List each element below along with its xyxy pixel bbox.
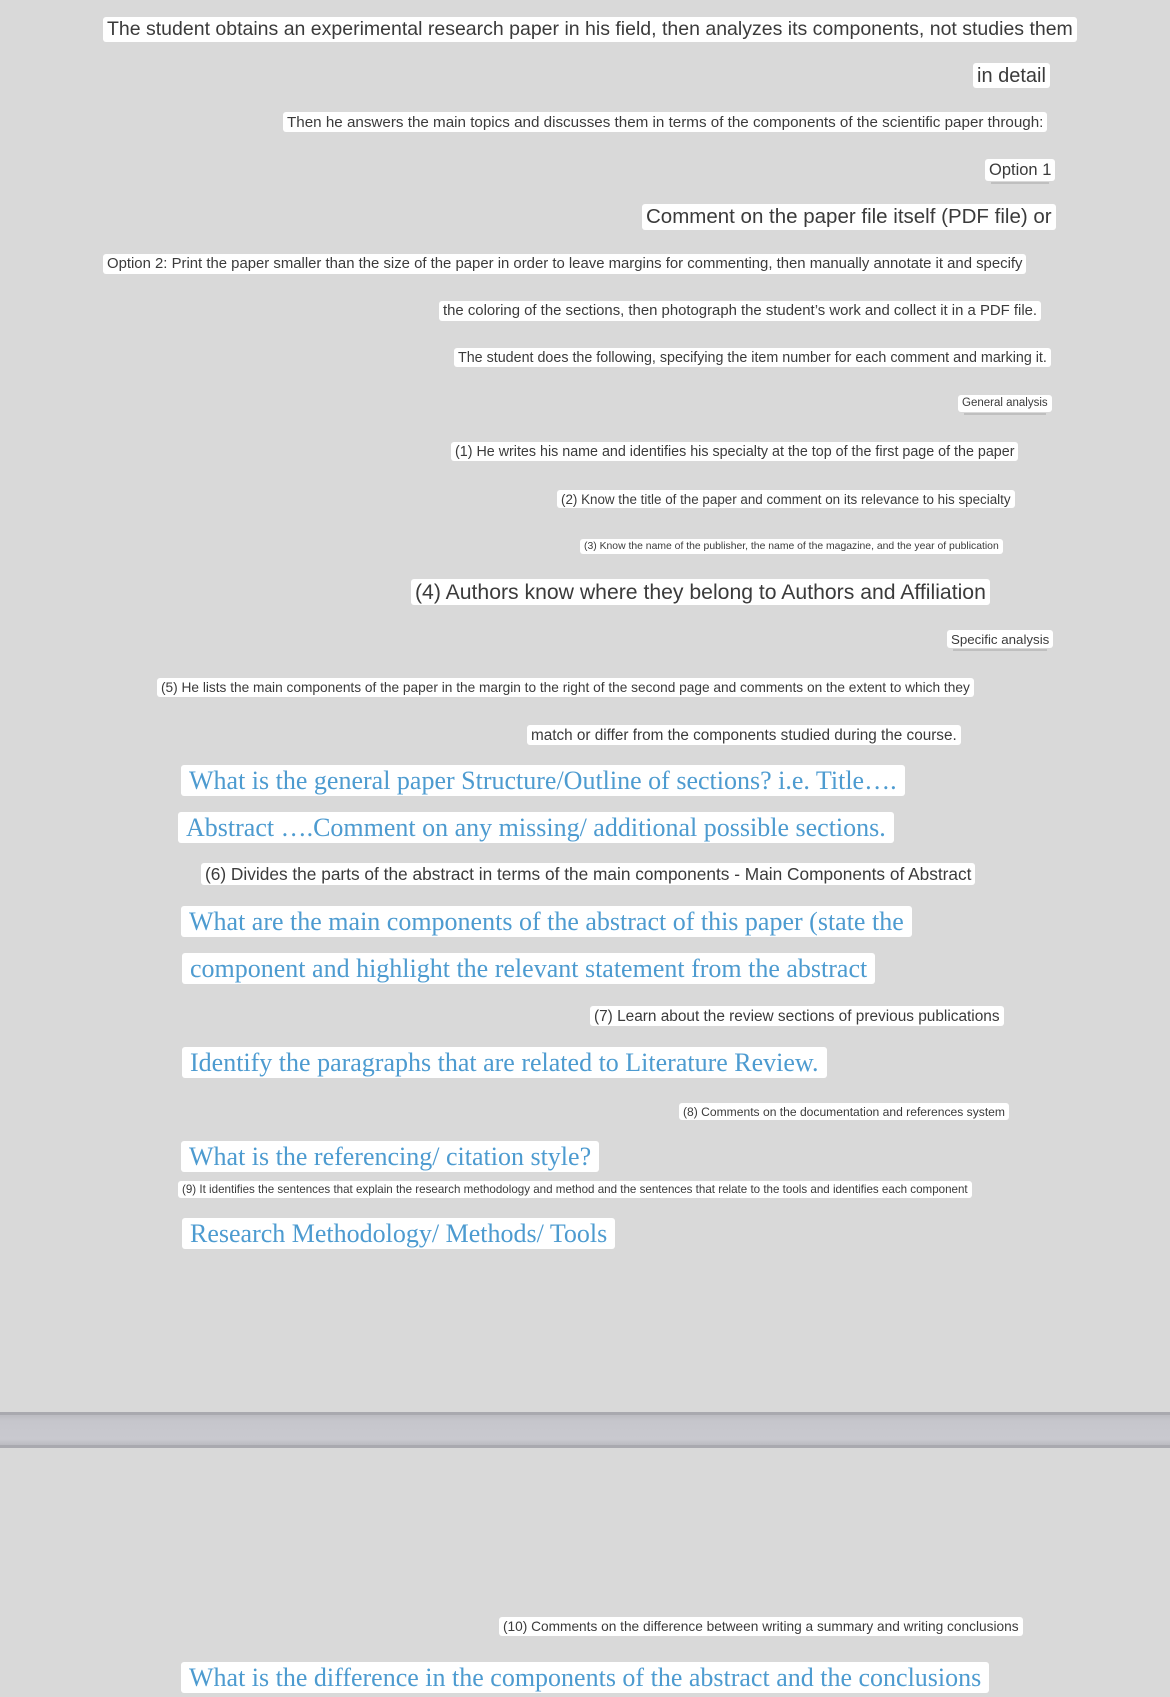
item-8: (8) Comments on the documentation and references system bbox=[679, 1103, 1009, 1120]
option-1-label: Option 1 bbox=[985, 159, 1055, 181]
item-7: (7) Learn about the review sections of previous publications bbox=[590, 1006, 1004, 1026]
item-5-line-1: (5) He lists the main components of the paper in the margin to the right of the second page and comments on the extent to which they bbox=[157, 678, 974, 697]
question-7: Identify the paragraphs that are related to Literature Review. bbox=[182, 1047, 827, 1078]
item-3: (3) Know the name of the publisher, the name of the magazine, and the year of publication bbox=[580, 539, 1003, 554]
question-10: What is the difference in the components of the abstract and the conclusions bbox=[181, 1662, 989, 1693]
document-page-2 bbox=[0, 1448, 1170, 1697]
intro-line-2: in detail bbox=[973, 63, 1050, 88]
item-1: (1) He writes his name and identifies his specialty at the top of the first page of the paper bbox=[451, 442, 1018, 461]
general-analysis-heading: General analysis bbox=[958, 395, 1052, 412]
question-5-line-1: What is the general paper Structure/Outline of sections? i.e. Title…. bbox=[181, 765, 905, 796]
item-5-line-2: match or differ from the components studied during the course. bbox=[527, 725, 961, 745]
question-8: What is the referencing/ citation style? bbox=[181, 1141, 599, 1172]
option-1-text: Comment on the paper file itself (PDF file) or bbox=[642, 204, 1056, 230]
item-6: (6) Divides the parts of the abstract in terms of the main components - Main Components of Abstract bbox=[201, 863, 975, 885]
page-separator bbox=[0, 1412, 1170, 1448]
specific-analysis-heading: Specific analysis bbox=[947, 630, 1053, 648]
item-2: (2) Know the title of the paper and comment on its relevance to his specialty bbox=[557, 490, 1015, 508]
option-2-line-2: the coloring of the sections, then photograph the student’s work and collect it in a PDF file. bbox=[439, 301, 1041, 321]
option-2-line-1: Option 2: Print the paper smaller than the size of the paper in order to leave margins for commenting, then manually annotate it and specify bbox=[103, 254, 1026, 274]
intro-line-3: Then he answers the main topics and discusses them in terms of the components of the scientific paper through: bbox=[283, 112, 1047, 132]
intro-line-1: The student obtains an experimental research paper in his field, then analyzes its components, not studies them bbox=[103, 17, 1077, 42]
question-9: Research Methodology/ Methods/ Tools bbox=[182, 1218, 615, 1249]
instruction-text: The student does the following, specifying the item number for each comment and marking it. bbox=[454, 348, 1051, 367]
question-6-line-1: What are the main components of the abstract of this paper (state the bbox=[181, 906, 912, 937]
question-5-line-2: Abstract ….Comment on any missing/ additional possible sections. bbox=[178, 812, 894, 843]
question-6-line-2: component and highlight the relevant statement from the abstract bbox=[182, 953, 875, 984]
item-10: (10) Comments on the difference between writing a summary and writing conclusions bbox=[499, 1617, 1023, 1636]
item-4: (4) Authors know where they belong to Authors and Affiliation bbox=[411, 579, 990, 605]
item-9: (9) It identifies the sentences that explain the research methodology and method and the sentences that relate to the tools and identifies each component bbox=[178, 1181, 972, 1198]
